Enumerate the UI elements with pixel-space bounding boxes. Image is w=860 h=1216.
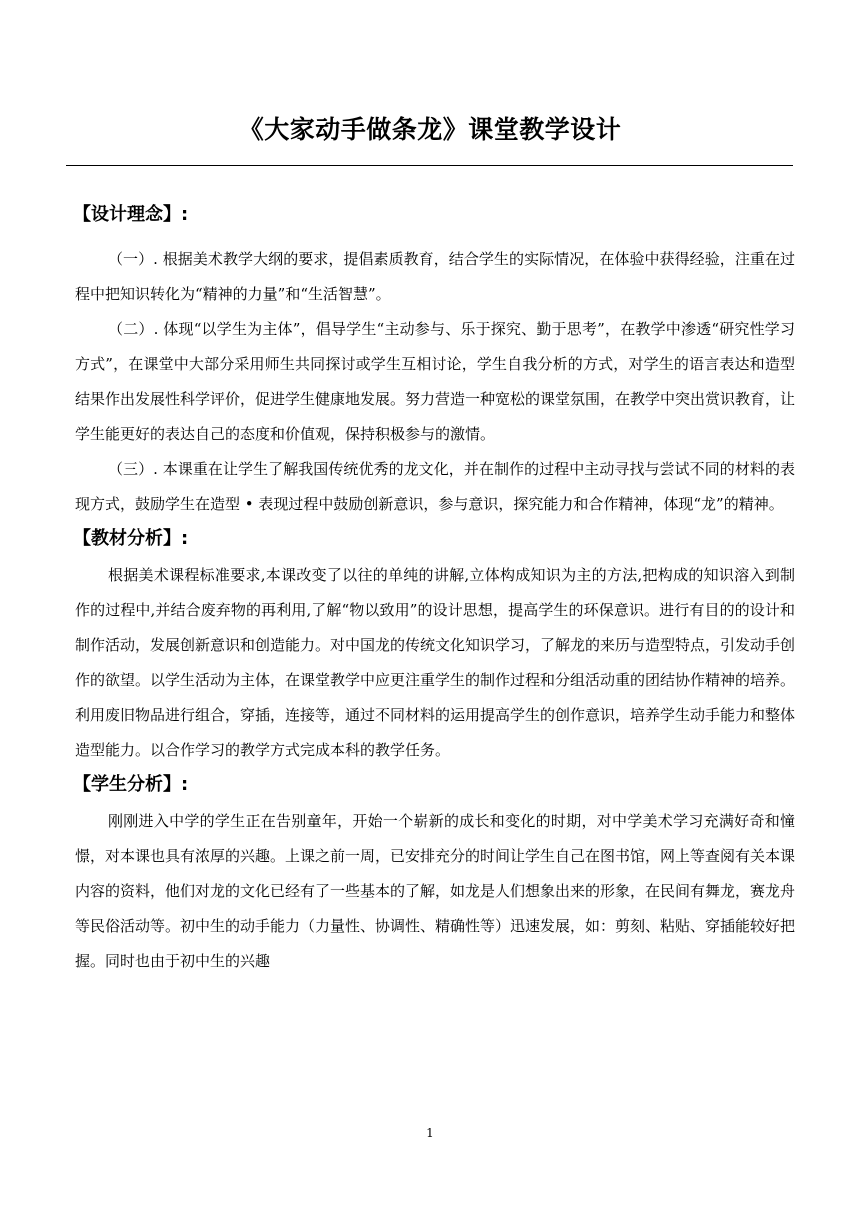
section-design-concept: [75, 198, 795, 522]
section-heading: 【学生分析】:: [73, 774, 189, 795]
paragraph: （二）. 体现“以学生为主体”，倡导学生“主动参与、乐于探究、勤于思考”，在教学中渗透“研究性学习方式”，在课堂中大部分采用师生共同探讨或学生互相讨论，学生自我分析的方式，对学生的语言表达和造型结果作出发展性科学评价，促进学生健康地发展。努力营造一种宽松的课堂氛围，在教学中突出赏识教育，让学生能更好的表达自己的态度和价值观，保持积极参与的激情。: [75, 320, 796, 443]
section-heading: 【设计理念】:: [73, 204, 189, 225]
paragraph: （三）. 本课重在让学生了解我国传统优秀的龙文化，并在制作的过程中主动寻找与尝试不同的材料的表现方式，鼓励学生在造型 • 表现过程中鼓励创新意识，参与意识，探究能力和合作精神，体现“龙”的精神。: [75, 460, 795, 513]
document-body: [75, 198, 795, 979]
document-title: 《大家动手做条龙》课堂教学设计: [238, 115, 622, 144]
section-textbook-analysis: [75, 522, 795, 768]
paragraph: 根据美术课程标准要求,本课改变了以往的单纯的讲解,立体构成知识为主的方法,把构成的知识溶入到制作的过程中,并结合废弃物的再利用,了解“物以致用”的设计思想，提高学生的环保意识。进行有目的的设计和制作活动，发展创新意识和创造能力。对中国龙的传统文化知识学习，了解龙的来历与造型特点，引发动手创作的欲望。以学生活动为主体，在课堂教学中应更注重学生的制作过程和分组活动重的团结协作精神的培养。利用废旧物品进行组合，穿插，连接等，通过不同材料的运用提高学生的创作意识，培养学生动手能力和整体造型能力。以合作学习的教学方式完成本科的教学任务。: [75, 566, 796, 759]
section-student-analysis: [75, 768, 795, 979]
section-heading: 【教材分析】:: [73, 528, 189, 549]
paragraph: （一）. 根据美术教学大纲的要求，提倡素质教育，结合学生的实际情况，在体验中获得经验，注重在过程中把知识转化为“精神的力量”和“生活智慧”。: [75, 250, 795, 303]
paragraph: 刚刚进入中学的学生正在告别童年，开始一个崭新的成长和变化的时期，对中学美术学习充满好奇和憧憬，对本课也具有浓厚的兴趣。上课之前一周，已安排充分的时间让学生自己在图书馆，网上等查阅有关本课内容的资料，他们对龙的文化已经有了一些基本的了解，如龙是人们想象出来的形象，在民间有舞龙，赛龙舟等民俗活动等。初中生的动手能力（力量性、协调性、精确性等）迅速发展，如：剪刻、粘贴、穿插能较好把握。同时也由于初中生的兴趣: [75, 812, 796, 970]
page-number: 1: [426, 1126, 434, 1140]
title-divider: [66, 165, 793, 166]
